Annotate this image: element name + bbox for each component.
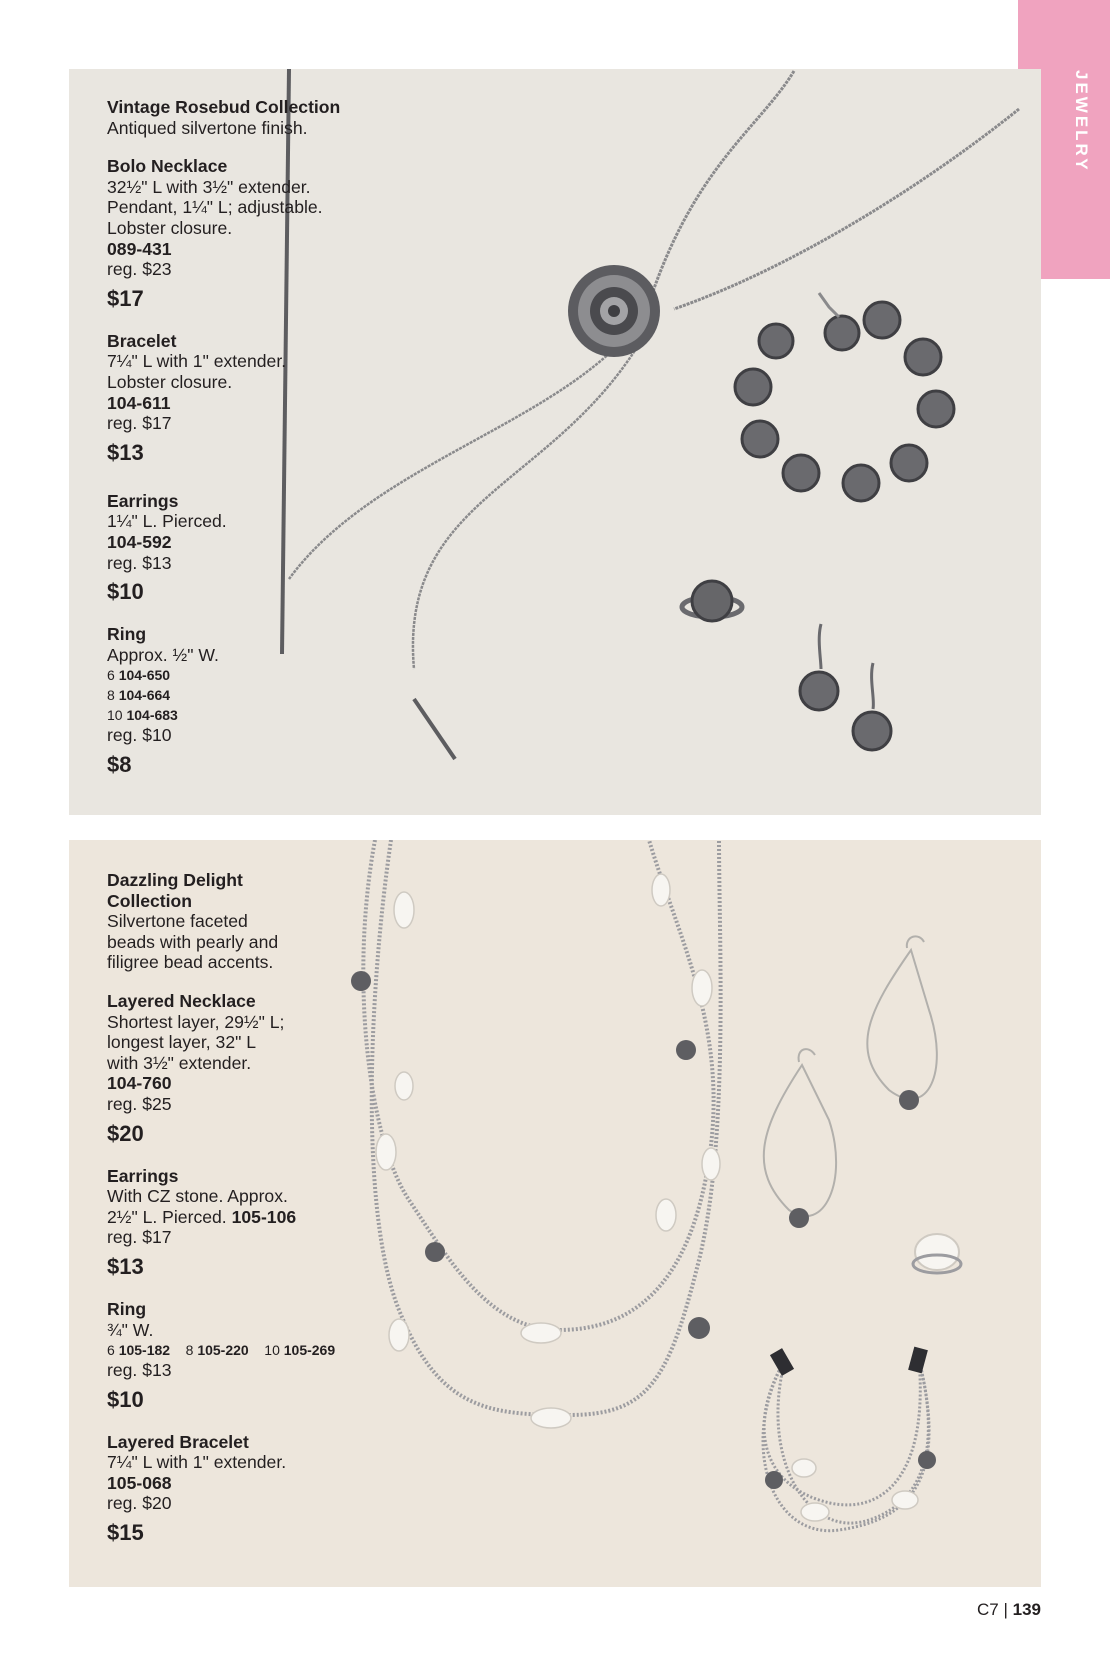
product-sku: 104-592 <box>107 531 172 552</box>
rosebud-copy <box>107 97 340 797</box>
product-desc: with 3½" extender. <box>107 1052 252 1073</box>
product-sku: 104-611 <box>107 392 171 413</box>
product-bolo-necklace <box>107 156 340 313</box>
product-desc: 32½" L with 3½" extender. <box>107 176 311 197</box>
product-earrings <box>107 491 340 606</box>
page-number <box>977 1600 1041 1620</box>
product-ring <box>107 1299 335 1414</box>
product-desc: 2½" L. Pierced. 105-106 <box>107 1206 297 1227</box>
sale-price: $20 <box>107 1120 144 1146</box>
regular-price: reg. $13 <box>107 1360 172 1381</box>
product-bracelet <box>107 331 340 467</box>
page-number-value: 139 <box>1012 1600 1041 1619</box>
product-desc: Approx. ½" W. <box>107 644 219 665</box>
rose-earrings <box>800 624 891 750</box>
product-layered-bracelet <box>107 1432 335 1547</box>
page-section: C7 <box>977 1600 999 1619</box>
necklace-strand-short <box>363 840 713 1330</box>
product-desc: 1¼" L. Pierced. <box>107 511 227 532</box>
product-ring <box>107 624 340 779</box>
product-name: Ring <box>107 624 147 645</box>
product-desc: ¾" W. <box>107 1319 154 1340</box>
bolo-tail-right <box>413 344 639 669</box>
rose-ring <box>682 581 742 621</box>
sale-price: $13 <box>107 1253 144 1279</box>
product-name: Earrings <box>107 490 179 511</box>
sale-price: $17 <box>107 285 144 311</box>
sale-price: $10 <box>107 1386 144 1412</box>
filigree-beads <box>351 971 710 1339</box>
product-name: Layered Necklace <box>107 990 256 1011</box>
dazzling-copy <box>107 870 335 1565</box>
product-layered-necklace <box>107 991 335 1148</box>
regular-price: reg. $10 <box>107 725 172 746</box>
product-desc: Shortest layer, 29½" L; <box>107 1011 285 1032</box>
collection-finish: Antiqued silvertone finish. <box>107 117 308 138</box>
collection-title: Collection <box>107 890 193 911</box>
page-divider: | <box>1003 1600 1008 1619</box>
collection-title: Vintage Rosebud Collection <box>107 97 341 117</box>
product-name: Earrings <box>107 1165 179 1186</box>
product-sku: 105-068 <box>107 1472 172 1493</box>
sale-price: $10 <box>107 579 144 605</box>
ring-size-row: 6 104-650 <box>107 667 171 684</box>
product-desc: Lobster closure. <box>107 371 233 392</box>
collection-title: Dazzling Delight <box>107 870 243 890</box>
necklace-chain-left <box>644 71 794 319</box>
ring-size-row: 6 105-182 8 105-220 10 105-269 <box>107 1342 336 1359</box>
product-desc: Lobster closure. <box>107 217 233 238</box>
product-desc: With CZ stone. Approx. <box>107 1186 288 1207</box>
product-name: Bracelet <box>107 330 177 351</box>
collection-desc: Silvertone faceted <box>107 911 248 932</box>
necklace-pearls <box>376 874 720 1428</box>
product-desc: 7¼" L with 1" extender. <box>107 351 287 372</box>
rose-pendant <box>568 265 660 357</box>
dazzling-panel <box>69 840 1041 1587</box>
sale-price: $15 <box>107 1520 144 1546</box>
product-sku: 104-760 <box>107 1073 172 1094</box>
section-tab-label: JEWELRY <box>1072 70 1091 173</box>
regular-price: reg. $20 <box>107 1493 172 1514</box>
product-sku: 089-431 <box>107 238 172 259</box>
ring-size-row: 10 104-683 <box>107 707 178 724</box>
product-name: Bolo Necklace <box>107 156 228 177</box>
product-name: Ring <box>107 1298 147 1319</box>
dazzling-ring <box>913 1234 961 1273</box>
rose-bracelet <box>735 302 954 501</box>
ring-size-row: 8 104-664 <box>107 687 171 704</box>
dazzling-earrings <box>764 936 937 1216</box>
regular-price: reg. $23 <box>107 259 172 280</box>
product-sku: 105-106 <box>231 1206 297 1227</box>
collection-desc: filigree bead accents. <box>107 952 274 973</box>
sale-price: $13 <box>107 439 144 465</box>
product-desc: Pendant, 1¼" L; adjustable. <box>107 197 323 218</box>
sale-price: $8 <box>107 751 132 777</box>
product-earrings <box>107 1166 335 1281</box>
regular-price: reg. $25 <box>107 1093 172 1114</box>
collection-desc: beads with pearly and <box>107 931 279 952</box>
rosebud-panel <box>69 69 1041 815</box>
regular-price: reg. $17 <box>107 1227 172 1248</box>
product-name: Layered Bracelet <box>107 1431 249 1452</box>
product-desc: longest layer, 32" L <box>107 1032 257 1053</box>
product-desc: 7¼" L with 1" extender. <box>107 1452 287 1473</box>
regular-price: reg. $17 <box>107 413 172 434</box>
necklace-chain-right <box>674 109 1019 309</box>
regular-price: reg. $13 <box>107 552 172 573</box>
